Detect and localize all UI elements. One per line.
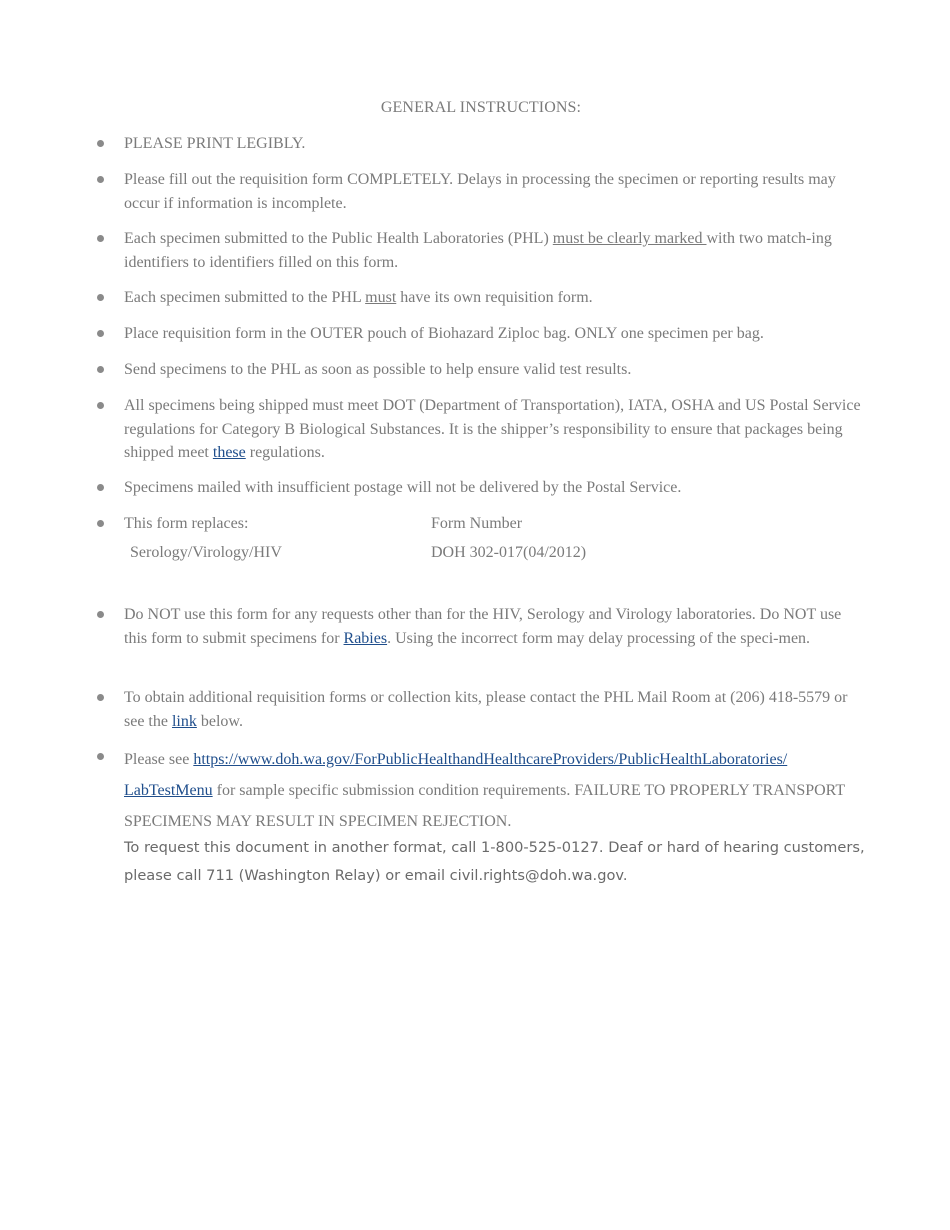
bullet-icon bbox=[97, 235, 104, 242]
bullet-icon bbox=[97, 330, 104, 337]
lab-test-menu-url-link[interactable]: https://www.doh.wa.gov/ForPublicHealthandHealthcareProviders/PublicHealthLaboratories/ bbox=[193, 751, 788, 768]
clearly-marked-emphasis: must be clearly marked bbox=[552, 230, 707, 247]
bullet-icon bbox=[97, 294, 104, 301]
clearly-marked-text-start: Each specimen submitted to the Public Health Laboratories (PHL) bbox=[124, 230, 553, 247]
these-regulations-link[interactable]: these bbox=[212, 444, 246, 461]
replaced-form-number: DOH 302-017(04/2012) bbox=[431, 544, 587, 561]
obtain-forms-text-start: To obtain additional requisition forms or collection kits, please contact the PHL Mail Room at (206) 418-5579 or see the bbox=[124, 689, 848, 730]
instruction-see-test-menu bbox=[124, 744, 864, 837]
alternate-format-notice: To request this document in another format, call 1-800-525-0127. Deaf or hard of hearing customers, please call 711 (Washington Relay) or email civil.rights@doh.wa.gov. bbox=[124, 839, 865, 884]
instruction-postage: Specimens mailed with insufficient postage will not be delivered by the Postal Service. bbox=[124, 479, 682, 496]
form-number-label: Form Number bbox=[431, 515, 523, 532]
see-test-menu-text-start: Please see bbox=[124, 751, 194, 768]
do-not-use-text-end: . Using the incorrect form may delay processing of the speci-men. bbox=[387, 629, 811, 647]
shipping-text-end: regulations. bbox=[245, 444, 325, 461]
own-form-text-end: have its own requisition form. bbox=[396, 289, 593, 306]
do-not-use-text-start: Do NOT use this form for any requests other than for the HIV, Serology and Virology laboratories. Do NOT use this form to submit specimens for bbox=[124, 606, 842, 647]
bullet-icon bbox=[97, 402, 104, 409]
bullet-icon bbox=[97, 176, 104, 183]
instruction-do-not-use bbox=[124, 603, 864, 650]
own-form-emphasis: must bbox=[365, 289, 397, 306]
instruction-clearly-marked bbox=[124, 227, 864, 274]
page-title: GENERAL INSTRUCTIONS: bbox=[380, 99, 582, 116]
instruction-own-form bbox=[124, 286, 864, 310]
instruction-complete-form: Please fill out the requisition form COMPLETELY. Delays in processing the specimen or reporting results may occur if information is incomplete. bbox=[124, 171, 836, 212]
bullet-icon bbox=[97, 753, 104, 760]
mail-room-link[interactable]: link bbox=[171, 712, 197, 730]
bullet-icon bbox=[97, 520, 104, 527]
instruction-shipping-regulations bbox=[124, 394, 864, 465]
instruction-send-soon: Send specimens to the PHL as soon as possible to help ensure valid test results. bbox=[124, 361, 632, 378]
see-test-menu-text-end: for sample specific submission condition requirements. FAILURE TO PROPERLY TRANSPORT SPECIMENS MAY RESULT IN SPECIMEN REJECTION. bbox=[124, 782, 845, 830]
rabies-link[interactable]: Rabies bbox=[343, 629, 388, 647]
own-form-text-start: Each specimen submitted to the PHL bbox=[124, 289, 366, 306]
bullet-icon bbox=[97, 140, 104, 147]
bullet-icon bbox=[97, 484, 104, 491]
bullet-icon bbox=[97, 611, 104, 618]
bullet-icon bbox=[97, 366, 104, 373]
shipping-text-start: All specimens being shipped must meet DOT (Department of Transportation), IATA, OSHA and US Postal Service regulations for Category B Biological Substances. It is the shipper’s responsibility to ensure that packages being shipped meet bbox=[124, 397, 861, 461]
instruction-obtain-forms bbox=[124, 686, 864, 733]
obtain-forms-text-end: below. bbox=[196, 712, 243, 730]
replaces-label: This form replaces: bbox=[124, 515, 249, 532]
instruction-print-legibly: PLEASE PRINT LEGIBLY. bbox=[124, 135, 306, 152]
lab-test-menu-link[interactable]: LabTestMenu bbox=[124, 782, 213, 799]
instruction-outer-pouch: Place requisition form in the OUTER pouch of Biohazard Ziploc bag. ONLY one specimen per bag. bbox=[124, 325, 764, 342]
clearly-marked-text-end: with two match-ing identifiers to identifiers filled on this form. bbox=[124, 230, 832, 271]
replaced-form-name: Serology/Virology/HIV bbox=[130, 544, 282, 561]
bullet-icon bbox=[97, 694, 104, 701]
